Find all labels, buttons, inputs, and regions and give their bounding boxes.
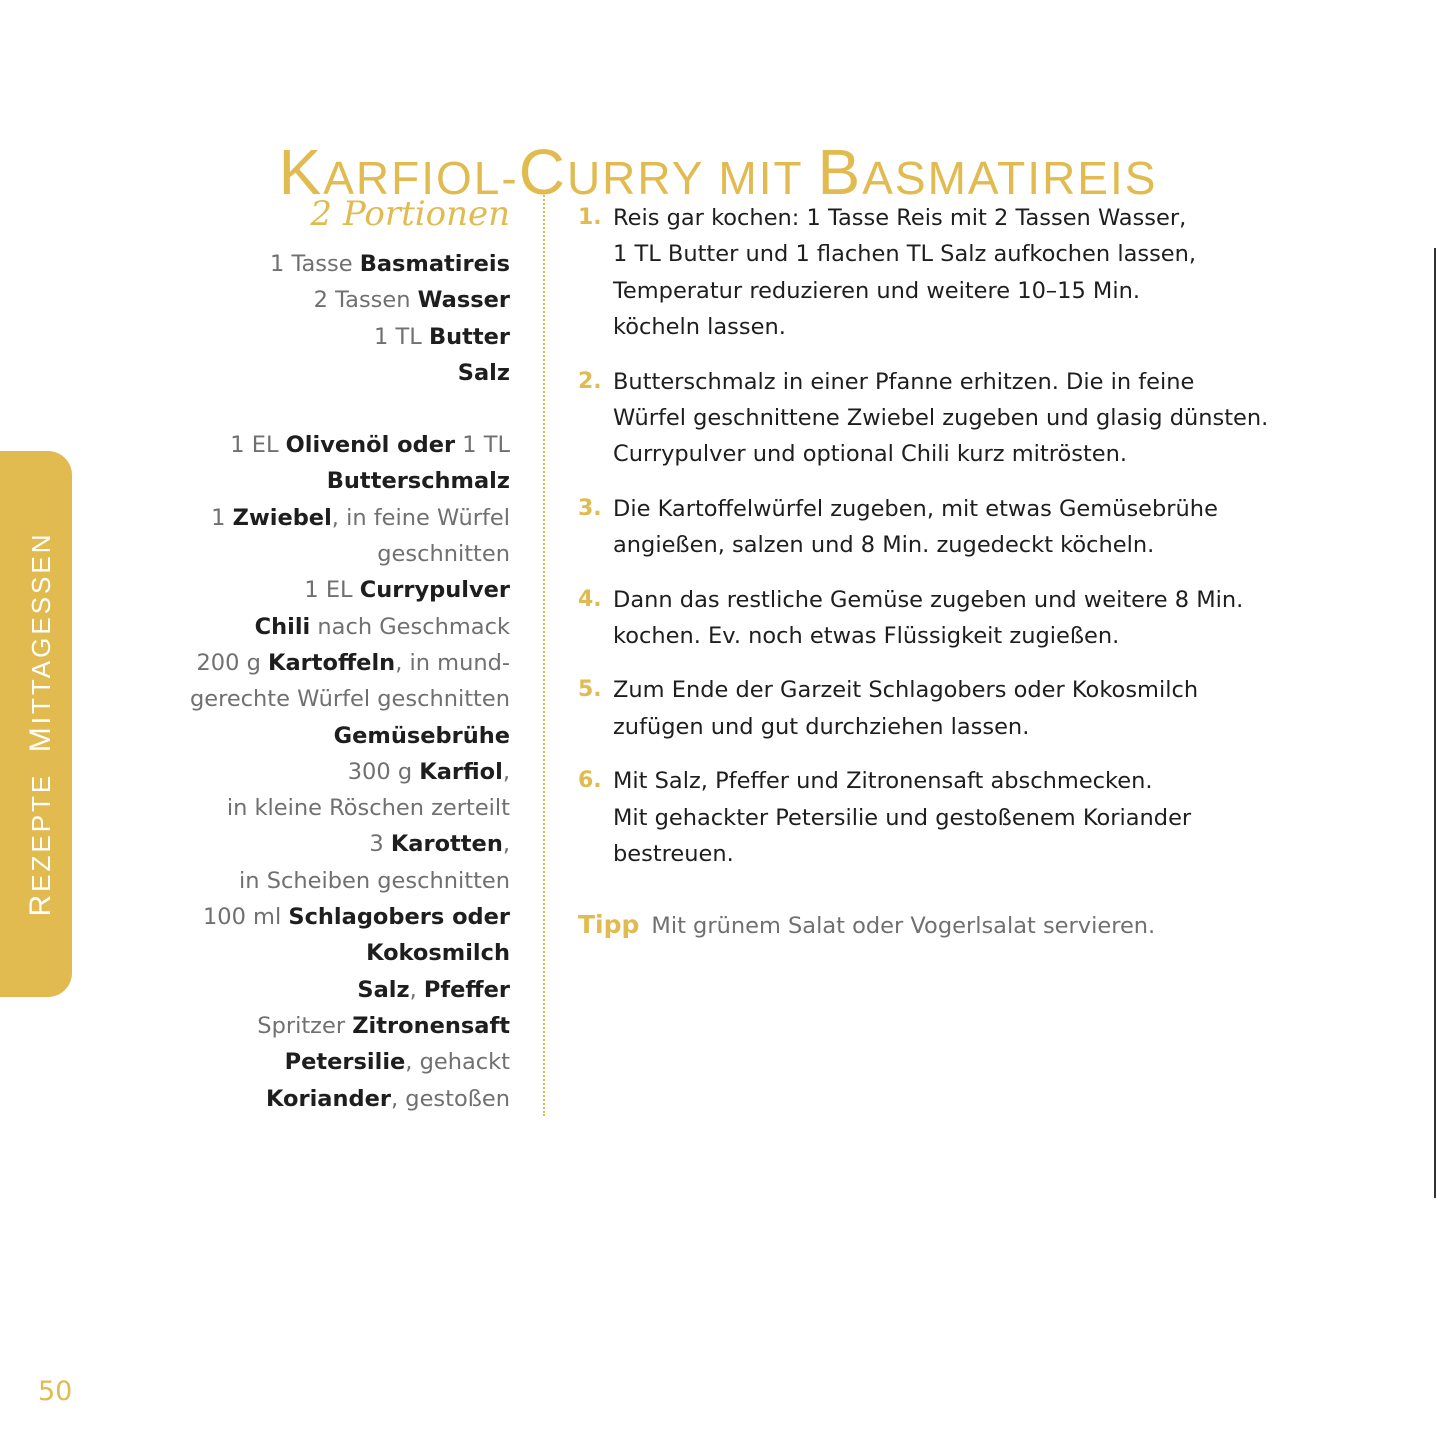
- ingredient-line: [150, 718, 510, 754]
- ingredient-detail: geschnitten: [377, 541, 510, 568]
- ingredient-name: Zwiebel: [232, 504, 332, 531]
- step-number: 5.: [578, 677, 602, 703]
- step-text-line: 1 TL Butter und 1 flachen TL Salz aufkochen lassen,: [613, 241, 1197, 268]
- ingredient-detail: 2 Tassen: [313, 287, 418, 314]
- ingredient-detail: , gestoßen: [390, 1085, 510, 1112]
- step-text-line: Zum Ende der Garzeit Schlagobers oder Kokosmilch: [613, 677, 1199, 704]
- ingredient-line: [150, 319, 510, 355]
- title-smallcaps: URRY MIT: [566, 151, 818, 204]
- ingredient-name: Chili: [254, 613, 311, 640]
- ingredient-name: Wasser: [417, 287, 510, 314]
- step-text-line: Die Kartoffelwürfel zugeben, mit etwas Gemüsebrühe: [613, 495, 1218, 522]
- ingredient-name: Schlagobers oder: [288, 904, 510, 931]
- ingredient-line: [150, 572, 510, 608]
- title-capital: K: [278, 135, 324, 208]
- step-number: 3.: [578, 495, 602, 521]
- step-text-line: köcheln lassen.: [613, 314, 786, 341]
- step-text-line: kochen. Ev. noch etwas Flüssigkeit zugießen.: [613, 623, 1120, 650]
- ingredient-line: [150, 681, 510, 717]
- ingredient-detail: 1 Tasse: [269, 251, 360, 277]
- step-text-line: zufügen und gut durchziehen lassen.: [613, 713, 1030, 740]
- ingredient-detail: , in feine Würfel: [331, 504, 510, 531]
- title-smallcaps: ASMATIREIS: [862, 151, 1158, 204]
- ingredient-line: [150, 1081, 510, 1117]
- ingredient-name: Olivenöl oder: [285, 432, 456, 459]
- ingredient-name: Zitronensaft: [352, 1012, 510, 1039]
- step-text-line: angießen, salzen und 8 Min. zugedeckt köcheln.: [613, 532, 1155, 559]
- ingredient-name: Kartoffeln: [268, 649, 396, 676]
- ingredient-line: [150, 500, 510, 536]
- step-3: [578, 491, 1298, 564]
- ingredient-line: [150, 935, 510, 971]
- portions-label: 2 Portionen: [310, 194, 510, 234]
- step-text-line: Mit Salz, Pfeffer und Zitronensaft abschmecken.: [613, 768, 1153, 795]
- ingredient-detail: 1 EL: [304, 577, 360, 604]
- title-capital: B: [817, 135, 863, 208]
- ingredient-name: Butterschmalz: [326, 468, 510, 495]
- ingredient-line: [150, 427, 510, 463]
- ingredient-line: [150, 645, 510, 681]
- step-text-line: Currypulver und optional Chili kurz mitrösten.: [613, 441, 1128, 468]
- step-4: [578, 582, 1298, 655]
- tip-label: Tipp: [578, 910, 640, 939]
- ingredient-detail: , in mund-: [395, 649, 510, 676]
- ingredient-detail: in kleine Röschen zerteilt: [226, 795, 510, 822]
- step-number: 6.: [578, 768, 602, 794]
- ingredient-detail: 1 TL: [374, 323, 429, 350]
- section-tab-label: [24, 531, 58, 916]
- ingredient-line: [150, 536, 510, 572]
- ingredient-line: [150, 355, 510, 391]
- ingredient-name: Currypulver: [359, 577, 510, 604]
- ingredient-name: Koriander: [266, 1085, 391, 1112]
- tip-text: Mit grünem Salat oder Vogerlsalat servieren.: [651, 913, 1156, 939]
- step-text-line: Dann das restliche Gemüse zugeben und weitere 8 Min.: [613, 586, 1244, 613]
- ingredient-detail: nach Geschmack: [310, 613, 510, 640]
- ingredient-list: [150, 246, 510, 1117]
- ingredient-detail: gerechte Würfel geschnitten: [189, 686, 510, 713]
- section-tab-word-2: MITTAGESSEN: [24, 531, 57, 753]
- ingredient-detail: 1 TL: [455, 432, 510, 459]
- instruction-steps: [578, 200, 1298, 891]
- ingredient-line: [150, 282, 510, 318]
- column-divider: [543, 192, 545, 1116]
- section-tab-word-1: REZEPTE: [24, 772, 57, 917]
- ingredient-name: Petersilie: [284, 1049, 406, 1076]
- title-smallcaps: ARFIOL-: [323, 151, 519, 204]
- ingredient-name: Butter: [428, 323, 510, 350]
- ingredient-detail: Spritzer: [257, 1012, 353, 1039]
- ingredient-name: Salz: [457, 359, 510, 386]
- ingredient-line: [150, 754, 510, 790]
- step-1: [578, 200, 1298, 346]
- ingredient-detail: in Scheiben geschnitten: [239, 867, 510, 894]
- step-text-line: Temperatur reduzieren und weitere 10–15 Min.: [613, 277, 1140, 304]
- step-text-line: Butterschmalz in einer Pfanne erhitzen. Die in feine: [613, 368, 1195, 395]
- step-2: [578, 364, 1298, 473]
- step-6: [578, 763, 1298, 872]
- ingredient-line: [150, 899, 510, 935]
- ingredient-detail: 300 g: [347, 758, 420, 785]
- step-5: [578, 672, 1298, 745]
- ingredient-line: [150, 972, 510, 1008]
- ingredient-line: [150, 826, 510, 862]
- step-number: 4.: [578, 586, 602, 612]
- ingredient-detail: ,: [502, 758, 510, 785]
- ingredient-detail: 200 g: [196, 649, 269, 676]
- ingredient-line: [150, 609, 510, 645]
- ingredient-line: [150, 1008, 510, 1044]
- step-number: 1.: [578, 205, 602, 230]
- step-text-line: Mit gehackter Petersilie und gestoßenem Koriander: [613, 804, 1192, 831]
- ingredient-detail: , gehackt: [405, 1049, 510, 1076]
- ingredient-name: Pfeffer: [423, 976, 510, 1003]
- ingredient-line: [150, 790, 510, 826]
- ingredient-name: Gemüsebrühe: [333, 722, 510, 749]
- ingredient-line: [150, 863, 510, 899]
- ingredient-line: [150, 1044, 510, 1080]
- ingredient-detail: 1: [211, 504, 233, 531]
- step-text-line: Würfel geschnittene Zwiebel zugeben und glasig dünsten.: [613, 405, 1269, 432]
- ingredient-spacer: [150, 391, 510, 427]
- step-text-line: Reis gar kochen: 1 Tasse Reis mit 2 Tassen Wasser,: [613, 205, 1187, 231]
- ingredient-detail: 1 EL: [230, 432, 286, 459]
- ingredient-detail: ,: [409, 976, 424, 1003]
- ingredient-detail: ,: [502, 831, 510, 858]
- title-capital: C: [518, 135, 567, 208]
- ingredient-name: Karotten: [390, 831, 503, 858]
- ingredient-name: Salz: [357, 976, 410, 1003]
- ingredient-name: Basmatireis: [359, 251, 510, 277]
- step-text-line: bestreuen.: [613, 841, 734, 868]
- ingredient-line: [150, 246, 510, 282]
- tip: [578, 907, 1155, 946]
- ingredient-name: Kokosmilch: [366, 940, 510, 967]
- ingredient-line: [150, 463, 510, 499]
- ingredient-name: Karfiol: [419, 758, 503, 785]
- ingredient-detail: 100 ml: [202, 904, 289, 931]
- step-number: 2.: [578, 368, 602, 394]
- recipe-title: [0, 135, 1436, 209]
- ingredient-detail: 3: [369, 831, 391, 858]
- page-number: 50: [38, 1376, 73, 1407]
